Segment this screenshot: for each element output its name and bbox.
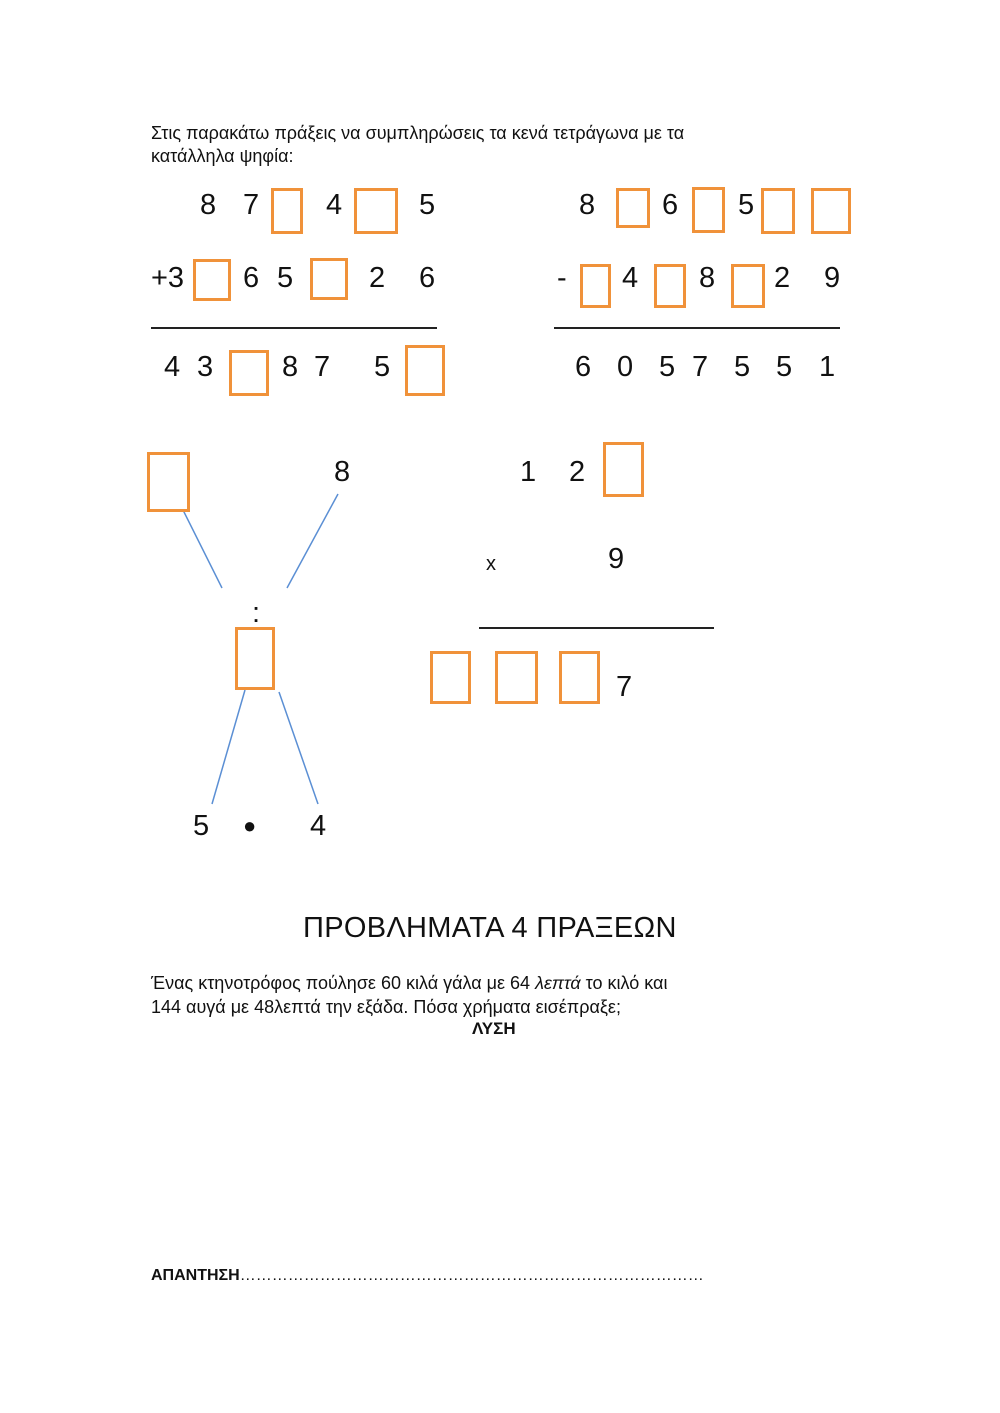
tree-line	[279, 692, 318, 804]
digit-input-box[interactable]	[603, 442, 644, 497]
digit: 2	[774, 262, 791, 294]
digit: 4	[622, 262, 639, 294]
tree-line	[183, 510, 222, 588]
digit: 4	[326, 189, 343, 221]
digit-input-box[interactable]	[147, 452, 190, 512]
division-operator: :	[252, 597, 261, 629]
digit: 5	[374, 351, 391, 383]
digit: 8	[579, 189, 596, 221]
solution-label: ΛΥΣΗ	[472, 1019, 516, 1038]
multiply-operator: x	[486, 553, 496, 575]
digit: 3	[197, 351, 214, 383]
problem-text-part: Ένας κτηνοτρόφος πούλησε 60 κιλά γάλα με 64	[151, 973, 536, 993]
digit: 6	[243, 262, 260, 294]
digit: 5	[277, 262, 294, 294]
digit: 9	[824, 262, 841, 294]
tree-number: 4	[310, 810, 327, 842]
answer-line[interactable]	[151, 1268, 704, 1284]
problem-line-1	[151, 971, 667, 995]
problem-text	[151, 971, 667, 1019]
problem-text-part: το κιλό και	[580, 973, 668, 993]
digit: +3	[151, 262, 185, 294]
digit: 5	[776, 351, 793, 383]
problem-line-2: 144 αυγά με 48λεπτά την εξάδα. Πόσα χρήματα εισέπραξε;	[151, 997, 621, 1017]
digit: 1	[819, 351, 836, 383]
digit: 2	[369, 262, 386, 294]
tree-number: 5	[193, 810, 210, 842]
digit-input-box[interactable]	[430, 651, 471, 704]
tree-line	[287, 494, 338, 588]
digit: 1	[520, 456, 537, 488]
digit: 8	[699, 262, 716, 294]
digit: 2	[569, 456, 586, 488]
digit-input-box[interactable]	[559, 651, 600, 704]
digit: 8	[200, 189, 217, 221]
digit: 5	[738, 189, 755, 221]
digit: 5	[419, 189, 436, 221]
digit-input-box[interactable]	[495, 651, 538, 704]
digit: 4	[164, 351, 181, 383]
answer-dots: ……………………………………………………………………………	[239, 1267, 704, 1284]
digit: -	[557, 262, 567, 294]
answer-label: ΑΠΑΝΤΗΣΗ	[151, 1267, 240, 1284]
problem-text-italic: λεπτά	[535, 973, 581, 993]
digit: 5	[734, 351, 751, 383]
digit: 6	[662, 189, 679, 221]
digit: 6	[575, 351, 592, 383]
digit: 7	[314, 351, 331, 383]
product-line	[479, 627, 714, 629]
instruction-line-2: κατάλληλα ψηφία:	[151, 146, 294, 166]
digit: 7	[243, 189, 260, 221]
digit: 6	[419, 262, 436, 294]
instruction-line-1: Στις παρακάτω πράξεις να συμπληρώσεις τα κενά τετράγωνα με τα	[151, 123, 685, 143]
problem-heading: ΠΡΟΒΛΗΜΑΤΑ 4 ΠΡΑΞΕΩΝ	[303, 912, 677, 944]
multiply-dot: ●	[243, 813, 257, 838]
digit: 9	[608, 543, 625, 575]
tree-line	[212, 690, 245, 804]
digit: 8	[282, 351, 299, 383]
tree-number: 8	[334, 456, 351, 488]
digit-input-box[interactable]	[235, 627, 275, 690]
digit: 7	[616, 671, 633, 703]
digit: 0	[617, 351, 634, 383]
digit: 5	[659, 351, 676, 383]
digit: 7	[692, 351, 709, 383]
